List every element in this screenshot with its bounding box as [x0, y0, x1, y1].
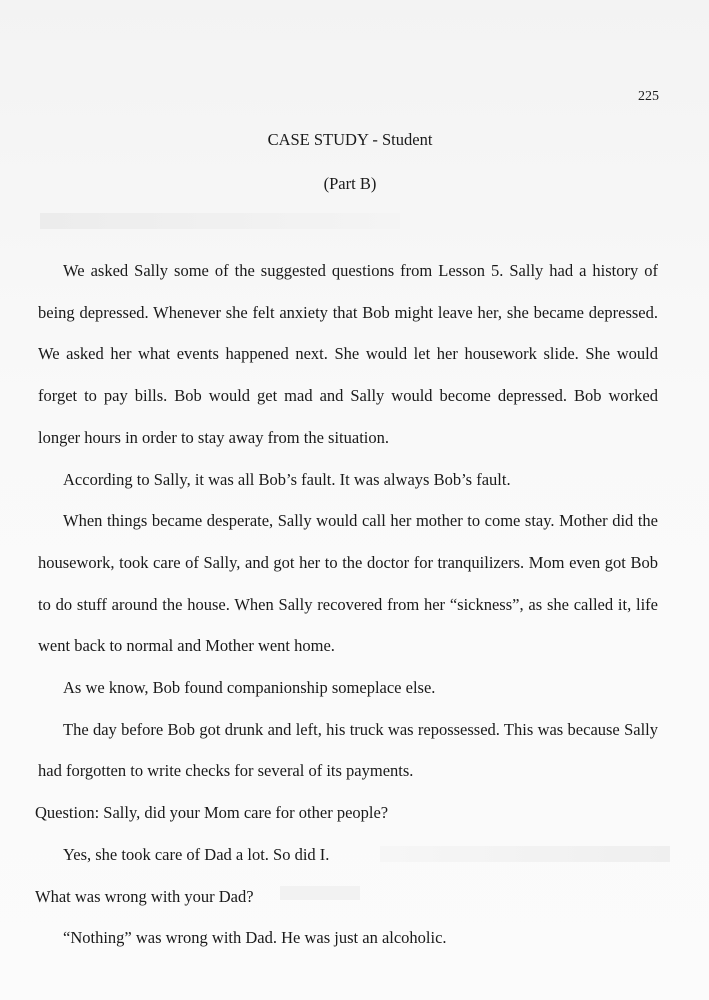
document-body	[35, 250, 658, 959]
paragraph: When things became desperate, Sally would call her mother to come stay. Mother did the housework, took care of Sally, and got her to the doctor for tranquilizers. Mom even got Bob to do stuff around the house. When Sally recovered from her “sickness”, as she called it, life went back to normal and Mother went home.	[38, 511, 658, 656]
bleed-through-mark	[40, 213, 400, 229]
question-line: What was wrong with your Dad?	[35, 886, 254, 906]
paragraph: The day before Bob got drunk and left, his truck was repossessed. This was because Sally had forgotten to write checks for several of its payments.	[38, 719, 658, 781]
question-line: Question: Sally, did your Mom care for other people?	[35, 803, 389, 823]
paragraph: We asked Sally some of the suggested questions from Lesson 5. Sally had a history of being depressed. Whenever she felt anxiety that Bob might leave her, she became depressed. We asked her what events happened next. She would let her housework slide. She would forget to pay bills. Bob would get mad and Sally would become depressed. Bob worked longer hours in order to stay away from the situation.	[38, 261, 658, 447]
paragraph: As we know, Bob found companionship someplace else.	[63, 678, 436, 698]
page-number: 225	[638, 89, 659, 104]
answer-line: “Nothing” was wrong with Dad. He was just an alcoholic.	[63, 928, 447, 948]
paragraph: According to Sally, it was all Bob’s fault. It was always Bob’s fault.	[63, 469, 511, 489]
answer-line: Yes, she took care of Dad a lot. So did I.	[63, 844, 330, 864]
document-title: CASE STUDY - Student	[267, 130, 433, 149]
document-subtitle: (Part B)	[323, 174, 377, 193]
